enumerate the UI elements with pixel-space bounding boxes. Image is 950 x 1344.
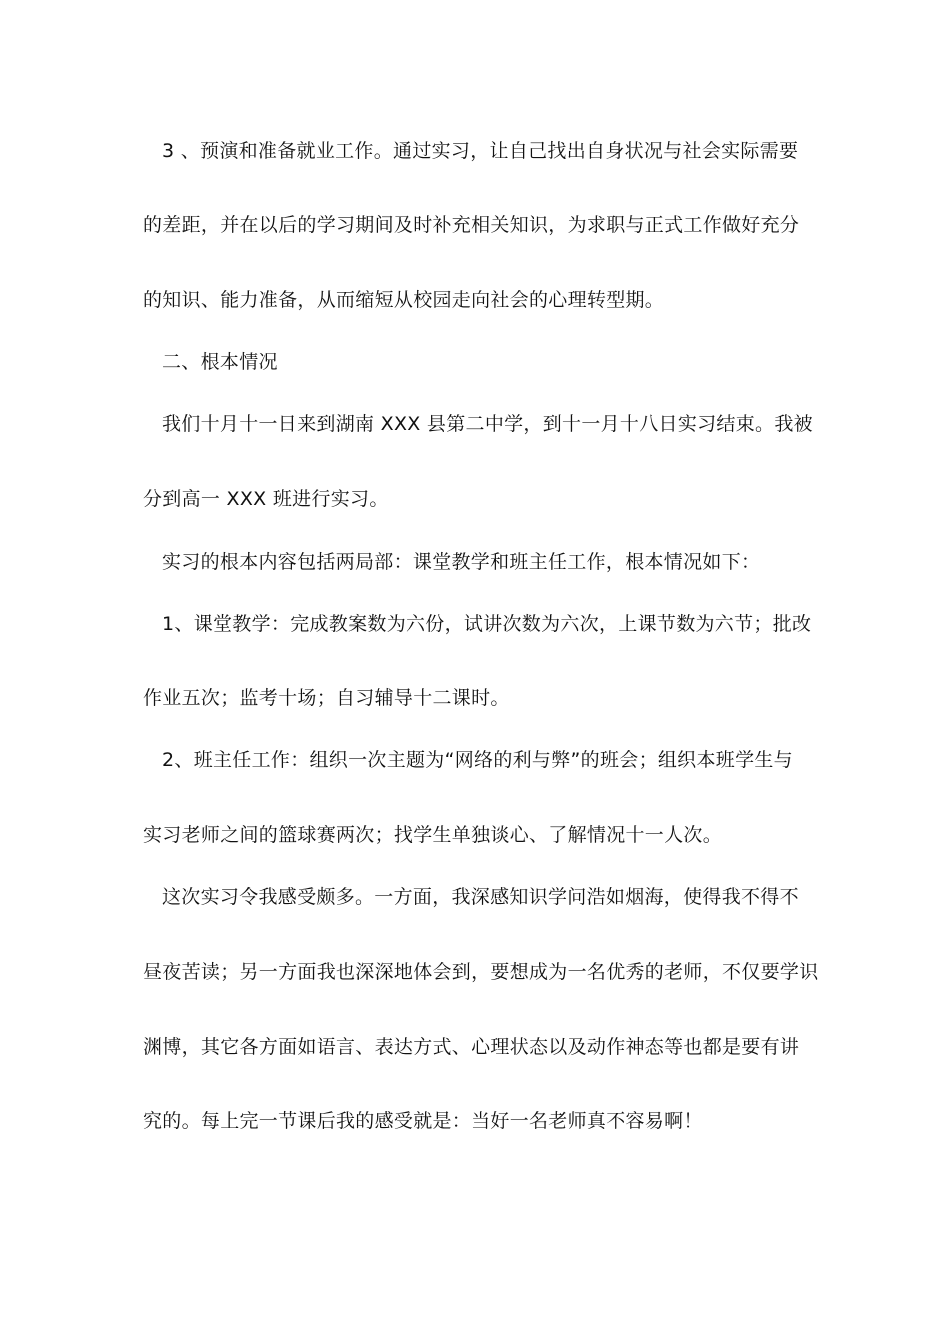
list-item-line: 1、课堂教学：完成教案数为六份，试讲次数为六次，上课节数为六节；批改 — [162, 613, 812, 635]
paragraph-line: 的差距，并在以后的学习期间及时补充相关知识，为求职与正式工作做好充分 — [143, 214, 800, 236]
list-item-line: 2、班主任工作：组织一次主题为“网络的利与弊”的班会；组织本班学生与 — [162, 749, 793, 771]
paragraph-line: 昼夜苦读；另一方面我也深深地体会到，要想成为一名优秀的老师，不仅要学识 — [143, 961, 819, 983]
paragraph-line: 这次实习令我感受颇多。一方面，我深感知识学问浩如烟海，使得我不得不 — [162, 886, 799, 908]
paragraph-line: 渊博，其它各方面如语言、表达方式、心理状态以及动作神态等也都是要有讲 — [143, 1036, 800, 1058]
paragraph-line: 实习的根本内容包括两局部：课堂教学和班主任工作，根本情况如下： — [162, 551, 761, 573]
list-item-line: 实习老师之间的篮球赛两次；找学生单独谈心、了解情况十一人次。 — [143, 824, 723, 846]
list-item-line: 作业五次；监考十场；自习辅导十二课时。 — [143, 687, 510, 709]
paragraph-line: 究的。每上完一节课后我的感受就是：当好一名老师真不容易啊！ — [143, 1110, 703, 1132]
paragraph-line: 分到高一 XXX 班进行实习。 — [143, 488, 389, 510]
paragraph-line: 3 、预演和准备就业工作。通过实习，让自己找出自身状况与社会实际需要 — [162, 140, 799, 162]
paragraph-line: 我们十月十一日来到湖南 XXX 县第二中学，到十一月十八日实习结束。我被 — [162, 413, 813, 435]
section-heading: 二、根本情况 — [162, 351, 278, 373]
paragraph-line: 的知识、能力准备，从而缩短从校园走向社会的心理转型期。 — [143, 289, 665, 311]
